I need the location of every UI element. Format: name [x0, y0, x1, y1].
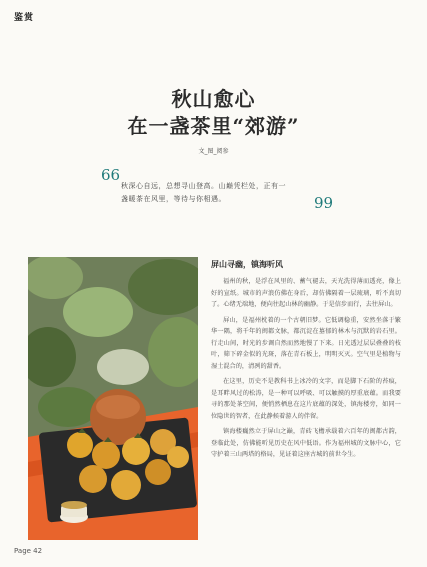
pullquote-line: 盏暖茶在风里，等待与你相遇。: [121, 194, 226, 203]
page-number: Page 42: [14, 547, 43, 555]
byline: 文_图_阅参: [198, 148, 229, 155]
article-title-line1: 秋山愈心: [171, 87, 256, 111]
section-heading: 屏山寻幽，镇海听风: [211, 259, 283, 269]
body-paragraph: 在这里，历史不是教科书上冰冷的文字，而是脚下石阶的苔痕，是耳畔风过的松涛，是一种可以呼吸、可以触摸的厚重底蕴。而我要寻的那处茶空间，便悄然栖息在这片底蕴的深处，镇海楼旁，如同一位隐世的智者，在此静候着游人的伴留。: [211, 378, 401, 420]
article-photo: [28, 257, 198, 540]
close-quote-mark: 99: [314, 194, 334, 212]
body-paragraph: 福州的秋，是浮在风里的、蓄气褪去，天光洗得薄而透亮，像上好的宣纸。城市的声浪仿佛在身后，却仿佛隔着一层琉璃，听不真切了。心绪无端地，便向往起山林的幽静。于是信步而行，去往屏山。: [211, 278, 401, 308]
body-paragraph: 屏山，是福州枕着的一个古朝旧梦。它低调稳重，安然坐落于繁华一隅，将千年的闽都文脉，都沉淀在墓郁的林木与沉默的岩石里。行走山间，时光的步调自然而然地慢了下来。日光透过层层叠叠的枝叶，筛下碎金似的光斑，落在青石板上，明明灭灭。空气里是植物与湿土混合的，清冽的甜香。: [211, 316, 401, 370]
section-tag: 鉴赏: [14, 13, 35, 23]
open-quote-mark: 66: [101, 166, 121, 184]
pullquote-line: 秋深心自远，总想寻山登高。山巅凭栏处，正有一: [121, 182, 286, 190]
article-body: [211, 276, 401, 465]
pullquote: [121, 180, 311, 205]
body-paragraph: 镇海楼巍然立于屏山之巅，青砖飞檐承载着六百年的闽都古韵，登临此处，仿佛能听见历史在风中低语。作为福州城的文脉中心，它守护着三山两塔的格局，见证着这座古城的前世今生。: [211, 428, 401, 458]
article-title-line2: 在一盏茶里“郊游”: [127, 114, 300, 138]
